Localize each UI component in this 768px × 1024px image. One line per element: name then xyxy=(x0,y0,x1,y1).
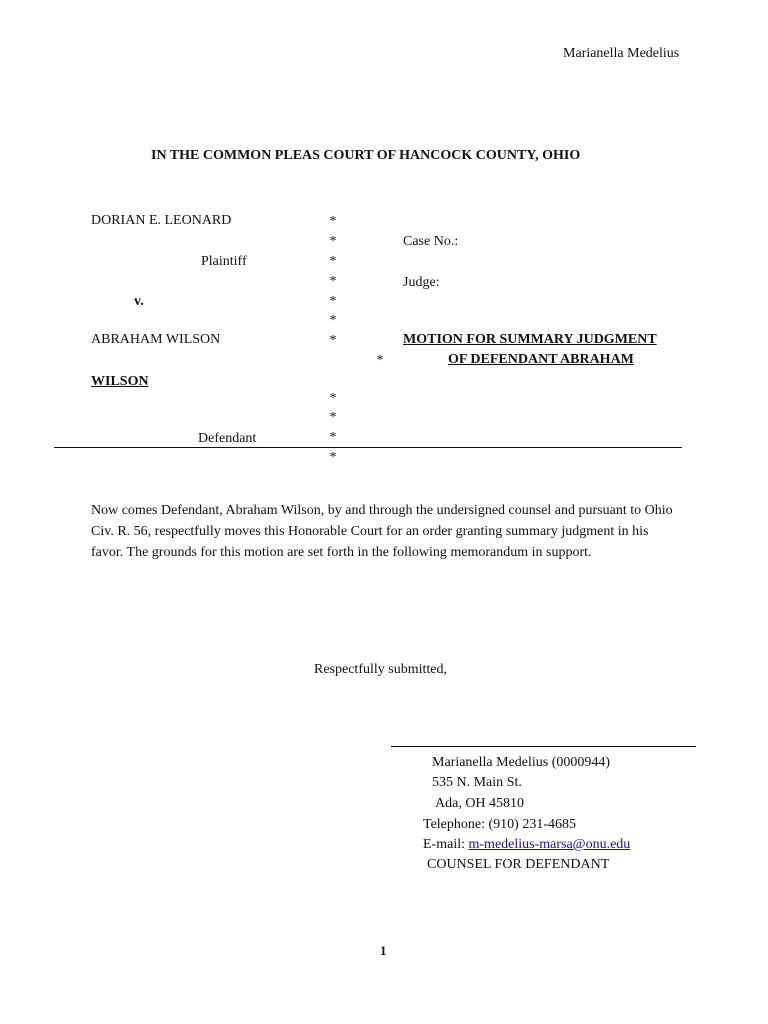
judge-label: Judge: xyxy=(403,275,440,290)
signer-role: COUNSEL FOR DEFENDANT xyxy=(427,857,610,872)
caption-star: * xyxy=(329,333,337,348)
court-title: IN THE COMMON PLEAS COURT OF HANCOCK COUNTY, OHIO xyxy=(151,148,581,163)
signer-email-row xyxy=(423,837,630,854)
caption-star: * xyxy=(329,391,337,406)
page-number: 1 xyxy=(380,943,387,958)
versus: v. xyxy=(134,294,144,309)
caption-star: * xyxy=(329,313,337,328)
caption-star: * xyxy=(329,294,337,309)
caption-divider xyxy=(54,447,682,448)
motion-title-line2: OF DEFENDANT ABRAHAM xyxy=(448,352,634,367)
signature-line xyxy=(391,746,696,747)
running-header-name: Marianella Medelius xyxy=(563,46,680,61)
caption-star: * xyxy=(329,234,337,249)
motion-paragraph: Now comes Defendant, Abraham Wilson, by and through the undersigned counsel and pursuant to Ohio Civ. R. 56, respectfully moves this Honorable Court for an order granting summary judgment in his favor. The grounds for this motion are set forth in the following memorandum in support. xyxy=(91,503,673,560)
signer-name: Marianella Medelius (0000944) xyxy=(432,755,611,770)
defendant-name-wrap: WILSON xyxy=(91,374,149,389)
plaintiff-role: Plaintiff xyxy=(201,254,247,269)
signer-city: Ada, OH 45810 xyxy=(435,796,525,811)
caption-star: * xyxy=(329,214,337,229)
caption-star: * xyxy=(329,410,337,425)
caption-star: * xyxy=(376,353,384,368)
closing-text: Respectfully submitted, xyxy=(314,662,447,677)
defendant-name: ABRAHAM WILSON xyxy=(91,332,221,347)
caption-star: * xyxy=(329,254,337,269)
signer-street: 535 N. Main St. xyxy=(432,775,522,790)
motion-title-line1: MOTION FOR SUMMARY JUDGMENT xyxy=(403,332,657,347)
signer-telephone: Telephone: (910) 231-4685 xyxy=(423,817,576,832)
caption-star: * xyxy=(329,430,337,445)
email-link[interactable]: m-medelius-marsa@onu.edu xyxy=(468,837,631,852)
case-no-label: Case No.: xyxy=(403,234,459,249)
defendant-role: Defendant xyxy=(198,431,257,446)
email-label: E-mail: xyxy=(423,837,469,852)
caption-star: * xyxy=(329,450,337,465)
caption-star: * xyxy=(329,274,337,289)
plaintiff-name: DORIAN E. LEONARD xyxy=(91,213,232,228)
